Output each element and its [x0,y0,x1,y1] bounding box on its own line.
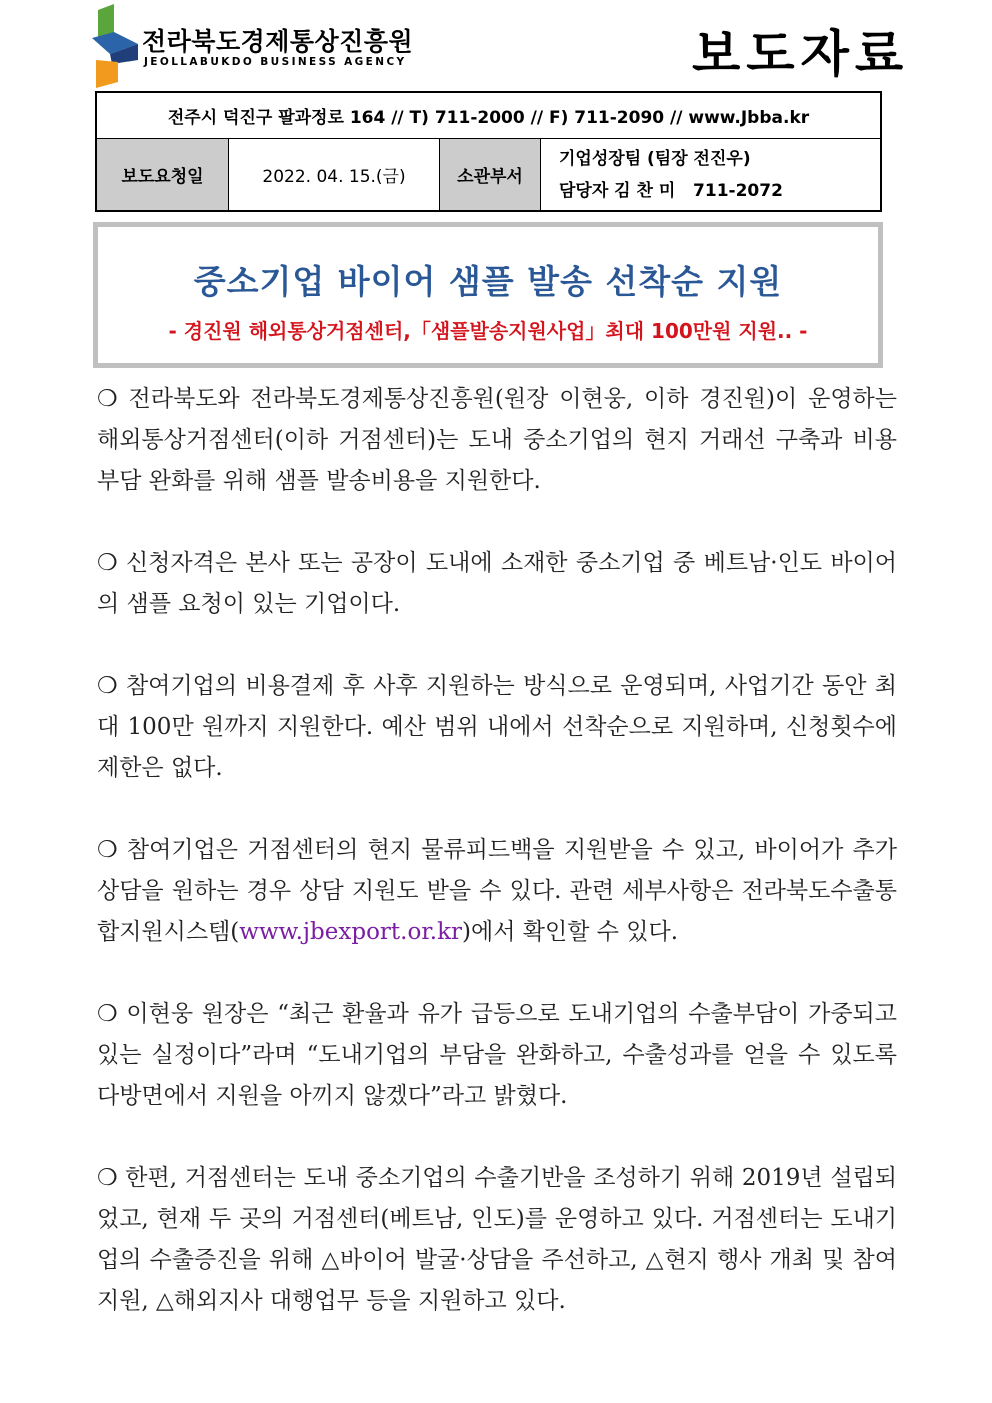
paragraph-4-text-end: )에서 확인할 수 있다. [462,919,679,945]
paragraph-2: ❍ 신청자격은 본사 또는 공장이 도내에 소재한 중소기업 중 베트남·인도 바이어의 샘플 요청이 있는 기업이다. [97,550,897,617]
request-date: 2022. 04. 15.(금) [229,139,440,212]
logo-mark-icon [92,4,140,88]
paragraph-5: ❍ 이현웅 원장은 “최근 환율과 유가 급등으로 도내기업의 수출부담이 가중되고 있는 실정이다”라며 “도내기업의 부담을 완화하고, 수출성과를 얻을 수 있도록 다방면에서 지원을 아끼지 않겠다”라고 밝혔다. [97,1001,897,1109]
department-label: 소관부서 [440,139,541,212]
headline-title: 중소기업 바이어 샘플 발송 선착순 지원 [193,262,783,301]
paragraph-1: ❍ 전라북도와 전라북도경제통상진흥원(원장 이현웅, 이하 경진원)이 운영하는 해외통상거점센터(이하 거점센터)는 도내 중소기업의 현지 거래선 구축과 비용부담 완화를 위해 샘플 발송비용을 지원한다. [97,386,897,494]
department-team: 기업성장팀 (팀장 전진우) [559,148,751,169]
department-contact-person: 담당자 김 찬 미 711-2072 [559,180,783,201]
org-name: 전라북도경제통상진흥원 [142,27,414,56]
paragraph-4-text-start: ❍ 참여기업은 거점센터의 현지 물류피드백을 지원받을 수 있고, 바이어가 추가 상담을 원하는 경우 상담 지원도 받을 수 있다. 관련 세부사항은 전라북도수출통합지원시스템( [97,837,897,945]
paragraph-6: ❍ 한편, 거점센터는 도내 중소기업의 수출기반을 조성하기 위해 2019년 설립되었고, 현재 두 곳의 거점센터(베트남, 인도)를 운영하고 있다. 거점센터는 도내기업의 수출증진을 위해 △바이어 발굴·상담을 주선하고, △현지 행사 개최 및 참여 지원, △해외지사 대행업무 등을 지원하고 있다. [97,1165,897,1314]
paragraph-4 [97,830,897,953]
request-date-label: 보도요청일 [96,139,229,212]
headline-subtitle: - 경진원 해외통상거점센터,「샘플발송지원사업」최대 100만원 지원.. - [168,319,808,343]
contact-address: 전주시 덕진구 팔과정로 164 // T) 711-2000 // F) 711-2090 // www.Jbba.kr [96,92,881,139]
paragraph-3: ❍ 참여기업의 비용결제 후 사후 지원하는 방식으로 운영되며, 사업기간 동안 최대 100만 원까지 지원한다. 예산 범위 내에서 선착순으로 지원하며, 신청횟수에 제한은 없다. [97,673,897,781]
org-name-english: JEOLLABUKDO BUSINESS AGENCY [144,56,407,68]
press-info-table [95,91,882,212]
headline-box [93,222,883,368]
article-body [97,379,897,1363]
department-contact [541,139,882,212]
document-type: 보도자료 [692,25,910,83]
export-system-link[interactable]: www.jbexport.or.kr [239,919,463,945]
agency-logo [92,4,412,88]
